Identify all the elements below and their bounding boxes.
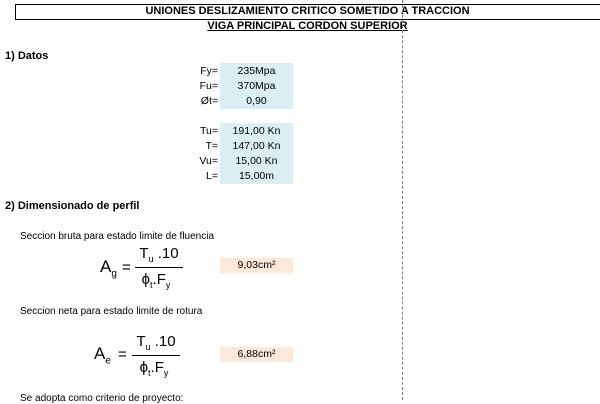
t-label: T= — [205, 140, 218, 152]
l-label: L= — [206, 170, 218, 182]
fu-value-cell[interactable]: 370Mpa — [220, 78, 293, 94]
formula-lhs: $A_e$ — [94, 344, 111, 367]
page-break-line — [402, 0, 403, 400]
gross-area-result-cell[interactable]: 9,03cm² — [220, 258, 293, 273]
l-value-cell[interactable]: 15,00m — [220, 168, 293, 184]
formula-numerator: $T_u$ .10 — [136, 333, 176, 352]
section-dimensionado-title: 2) Dimensionado de perfil — [5, 200, 140, 212]
sheet-title: UNIONES DESLIZAMIENTO CRITICO SOMETIDO A TRACCION — [145, 5, 470, 17]
gross-section-caption: Seccion bruta para estado limite de fluencia — [20, 231, 215, 242]
formula-denominator: $\phi_t.F_y$ — [141, 271, 171, 290]
section-datos-title: 1) Datos — [5, 50, 49, 62]
fraction-bar — [132, 355, 180, 356]
vu-value-cell[interactable]: 15,00 Kn — [220, 153, 293, 169]
formula-equals: = — [122, 259, 131, 276]
fy-value-cell[interactable]: 235Mpa — [220, 63, 293, 79]
net-area-result-cell[interactable]: 6,88cm² — [220, 347, 293, 362]
fy-label: Fy= — [200, 65, 218, 77]
t-value-cell[interactable]: 147,00 Kn — [220, 138, 293, 154]
tu-label: Tu= — [200, 125, 218, 137]
formula-denominator: $\phi_t.F_y$ — [139, 359, 169, 378]
fu-label: Fu= — [199, 80, 218, 92]
formula-equals: = — [118, 346, 127, 363]
formula-numerator: $T_u$ .10 — [139, 245, 179, 264]
tu-value-cell[interactable]: 191,00 Kn — [220, 123, 293, 139]
fraction-bar — [135, 267, 183, 268]
criteria-caption: Se adopta como criterio de proyecto: — [20, 393, 184, 404]
phi-t-value-cell[interactable]: 0,90 — [220, 93, 293, 109]
sheet-subtitle: VIGA PRINCIPAL CORDON SUPERIOR — [207, 20, 408, 32]
formula-lhs: $A_g$ — [100, 257, 117, 280]
net-section-caption: Seccion neta para estado limite de rotura — [20, 306, 203, 317]
phi-t-label: Øt= — [200, 95, 218, 107]
vu-label: Vu= — [199, 155, 218, 167]
